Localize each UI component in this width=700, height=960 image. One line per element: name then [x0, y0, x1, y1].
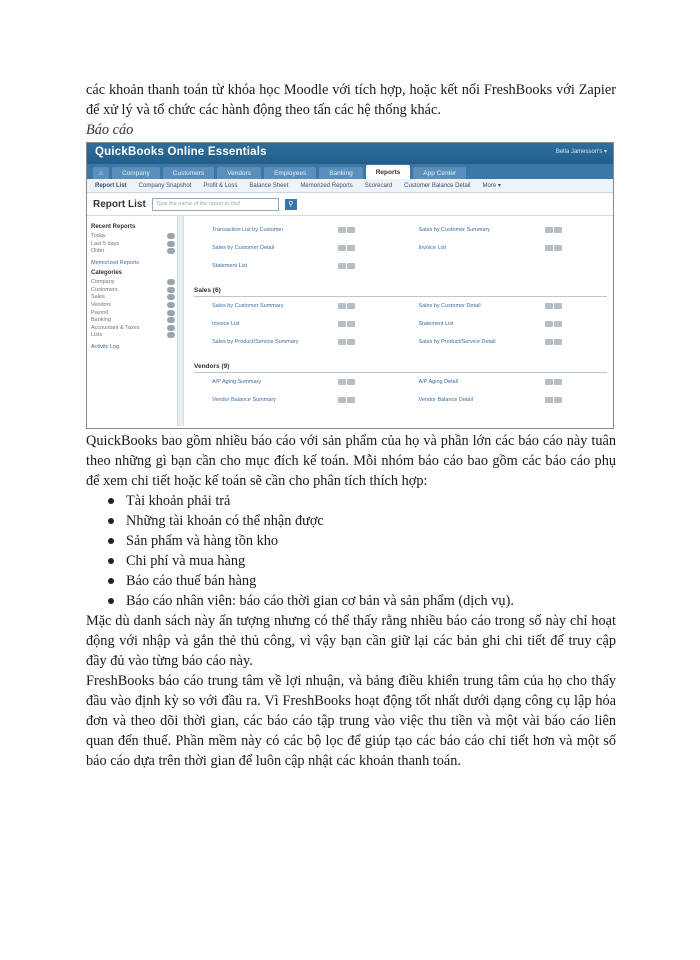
quickbooks-screenshot	[86, 142, 614, 429]
report-search-input: Type the name of the report to find	[152, 198, 279, 211]
report-link: Sales by Customer Detail	[418, 303, 481, 309]
customize-icon	[347, 379, 355, 385]
count-badge	[167, 287, 175, 293]
print-icon	[338, 245, 346, 251]
sidebar-item	[91, 287, 183, 293]
report-list-header	[87, 193, 613, 216]
customize-icon	[347, 263, 355, 269]
report-cell	[401, 227, 608, 233]
count-badge	[167, 233, 175, 239]
print-icon	[545, 303, 553, 309]
qb-subnav-item: Customer Balance Detail	[404, 182, 471, 189]
qb-tab: App Center	[413, 167, 466, 179]
report-cell	[401, 339, 608, 345]
count-badge	[167, 294, 175, 300]
report-row	[194, 245, 607, 251]
print-icon	[338, 339, 346, 345]
report-link: Statement List	[418, 321, 454, 327]
bullet-item: Tài khoản phải trả	[126, 491, 616, 511]
print-icon	[338, 227, 346, 233]
qb-subnav-item: Memorized Reports	[300, 182, 353, 189]
qb-subnav-item: Profit & Loss	[203, 182, 238, 189]
customize-icon	[347, 397, 355, 403]
sidebar-item-label: Customers	[91, 286, 118, 293]
sidebar-scrollbar	[177, 216, 183, 426]
customize-icon	[554, 245, 562, 251]
print-icon	[545, 227, 553, 233]
report-link: Statement List	[212, 263, 248, 269]
sidebar-item	[91, 294, 183, 300]
report-section-title: Sales (6)	[194, 281, 607, 297]
report-links-panel	[184, 216, 613, 426]
report-cell	[194, 303, 401, 309]
customize-icon	[554, 321, 562, 327]
report-link: Sales by Customer Detail	[212, 245, 275, 251]
print-icon	[545, 379, 553, 385]
report-row	[194, 339, 607, 345]
bullet-item: Báo cáo nhân viên: báo cáo thời gian cơ bản và sản phẩm (dịch vụ).	[126, 591, 616, 611]
report-link: Sales by Customer Summary	[418, 227, 491, 233]
print-icon	[338, 303, 346, 309]
memorized-reports-link: Memorized Reports	[91, 260, 139, 267]
report-cell	[401, 263, 608, 269]
sidebar-item-label: Company	[91, 279, 115, 286]
count-badge	[167, 302, 175, 308]
report-link: Sales by Product/Service Detail	[418, 339, 496, 345]
figure-caption: Báo cáo	[86, 122, 134, 138]
report-cell	[401, 245, 608, 251]
customize-icon	[347, 339, 355, 345]
report-row	[194, 303, 607, 309]
activity-log-link: Activity Log	[91, 344, 120, 351]
qb-app-title: QuickBooks Online Essentials	[95, 146, 267, 158]
sidebar-item	[91, 248, 183, 254]
customize-icon	[347, 303, 355, 309]
report-link: Vendor Balance Summary	[212, 397, 276, 403]
qb-body	[87, 216, 613, 426]
sidebar-item	[91, 302, 183, 308]
report-cell	[194, 321, 401, 327]
print-icon	[338, 263, 346, 269]
sidebar-item-label: Lists	[91, 332, 103, 339]
intro-paragraph: các khoản thanh toán từ khóa học Moodle với tích hợp, hoặc kết nối FreshBooks với Zapier để xử lý và tổ chức các hành động theo tấn các hệ thống khác.	[86, 82, 616, 118]
sidebar-item	[91, 325, 183, 331]
sidebar-item	[91, 241, 183, 247]
report-link: Sales by Customer Summary	[212, 303, 284, 309]
qb-tab: Vendors	[217, 167, 261, 179]
report-link: Vendor Balance Detail	[418, 397, 473, 403]
home-icon: ⌂	[93, 167, 109, 179]
count-badge	[167, 332, 175, 338]
qb-title-bar	[87, 143, 613, 164]
sidebar-item-label: Payroll	[91, 309, 108, 316]
sidebar-item-label: Banking	[91, 317, 111, 324]
print-icon	[338, 397, 346, 403]
customize-icon	[554, 227, 562, 233]
customize-icon	[347, 245, 355, 251]
paragraph-quickbooks: QuickBooks bao gồm nhiều báo cáo với sản phẩm của họ và phần lớn các báo cáo này tuân theo những gì bạn cần cho mục đích kế toán. Mỗi nhóm báo cáo bao gồm các báo cáo phụ để xem chi tiết hoặc kế toán sẽ cần cho phân tích thích hợp:	[86, 433, 616, 489]
print-icon	[545, 339, 553, 345]
report-cell	[194, 397, 401, 403]
report-link: Sales by Product/Service Summary	[212, 339, 299, 345]
report-cell	[194, 263, 401, 269]
report-type-list	[86, 491, 616, 611]
sidebar-item	[91, 279, 183, 285]
count-badge	[167, 241, 175, 247]
paragraph-manual-entry: Mặc dù danh sách này ấn tượng nhưng có thể thấy rằng nhiều báo cáo trong số này chỉ hoạt động với nhập và gắn thẻ thủ công, vì vậy bạn cần giữ lại các bản ghi chi tiết để truy cập đầy đủ vào từng báo cáo này.	[86, 613, 616, 669]
customize-icon	[554, 379, 562, 385]
sidebar-item-label: Vendors	[91, 301, 112, 308]
qb-tab: Reports	[366, 165, 411, 179]
qb-tab: Banking	[319, 167, 363, 179]
sidebar-item	[91, 233, 183, 239]
sidebar-item	[91, 310, 183, 316]
report-cell	[194, 379, 401, 385]
print-icon	[545, 245, 553, 251]
qb-subnav	[87, 179, 613, 193]
report-row	[194, 397, 607, 403]
print-icon	[338, 321, 346, 327]
report-sidebar	[87, 216, 184, 426]
report-link: Transaction List by Customer	[212, 227, 284, 233]
print-icon	[545, 321, 553, 327]
report-link: A/P Aging Detail	[418, 379, 459, 385]
report-cell	[401, 303, 608, 309]
qb-subnav-item: More ▾	[482, 183, 501, 189]
customize-icon	[347, 321, 355, 327]
sidebar-item-label: Sales	[91, 294, 105, 301]
sidebar-item	[91, 317, 183, 323]
report-row	[194, 321, 607, 327]
bullet-item: Chi phí và mua hàng	[126, 551, 616, 571]
qb-subnav-item: Company Snapshot	[138, 182, 192, 189]
categories-heading: Categories	[91, 270, 123, 277]
report-cell	[194, 245, 401, 251]
bullet-item: Sản phẩm và hàng tồn kho	[126, 531, 616, 551]
report-cell	[401, 321, 608, 327]
qb-tab: Company	[112, 167, 160, 179]
recent-reports-heading: Recent Reports	[91, 224, 136, 230]
customize-icon	[554, 303, 562, 309]
report-link: Invoice List	[418, 245, 447, 251]
count-badge	[167, 279, 175, 285]
count-badge	[167, 310, 175, 316]
count-badge	[167, 317, 175, 323]
report-row	[194, 379, 607, 385]
report-cell	[194, 339, 401, 345]
report-link: A/P Aging Summary	[212, 379, 262, 385]
bullet-item: Những tài khoản có thể nhận được	[126, 511, 616, 531]
report-cell	[401, 397, 608, 403]
qb-subnav-item: Report List	[95, 182, 127, 189]
print-icon	[338, 379, 346, 385]
report-row	[194, 227, 607, 233]
sidebar-item-label: Today	[91, 233, 106, 239]
report-section-title: Vendors (9)	[194, 357, 607, 373]
qb-subnav-item: Balance Sheet	[249, 182, 289, 189]
sidebar-item-label: Older	[91, 248, 105, 255]
qb-main-tabs	[87, 164, 613, 179]
count-badge	[167, 325, 175, 331]
qb-user-menu: Bella Jamesson's ▾	[555, 149, 607, 155]
bullet-item: Báo cáo thuế bán hàng	[126, 571, 616, 591]
customize-icon	[554, 397, 562, 403]
count-badge	[167, 248, 175, 254]
sidebar-item-label: Accountant & Taxes	[91, 324, 140, 331]
document-page	[86, 80, 616, 771]
report-list-title: Report List	[93, 198, 146, 210]
report-link: Invoice List	[212, 321, 240, 327]
report-row	[194, 263, 607, 269]
search-icon: ⚲	[285, 199, 297, 210]
sidebar-item-label: Last 5 days	[91, 240, 120, 247]
qb-tab: Employees	[264, 167, 316, 179]
customize-icon	[347, 227, 355, 233]
sidebar-item	[91, 332, 183, 338]
customize-icon	[554, 339, 562, 345]
qb-tab: Customers	[163, 167, 214, 179]
paragraph-freshbooks: FreshBooks báo cáo trung tâm về lợi nhuận, và bảng điều khiển trung tâm của họ cho thấy đầu vào định kỳ so với đầu ra. Vì FreshBooks hoạt động tốt nhất dưới dạng công cụ lập hóa đơn và theo dõi thời gian, các báo cáo tập trung vào việc thu tiền và một vài báo cáo liên quan đến thuế. Phần mềm này có các bộ lọc để giúp tạo các báo cáo chi tiết hơn và một số báo cáo dựa trên thời gian để luôn cập nhật các khoản thanh toán.	[86, 673, 616, 769]
qb-subnav-item: Scorecard	[364, 182, 393, 189]
print-icon	[545, 397, 553, 403]
report-cell	[194, 227, 401, 233]
report-cell	[401, 379, 608, 385]
